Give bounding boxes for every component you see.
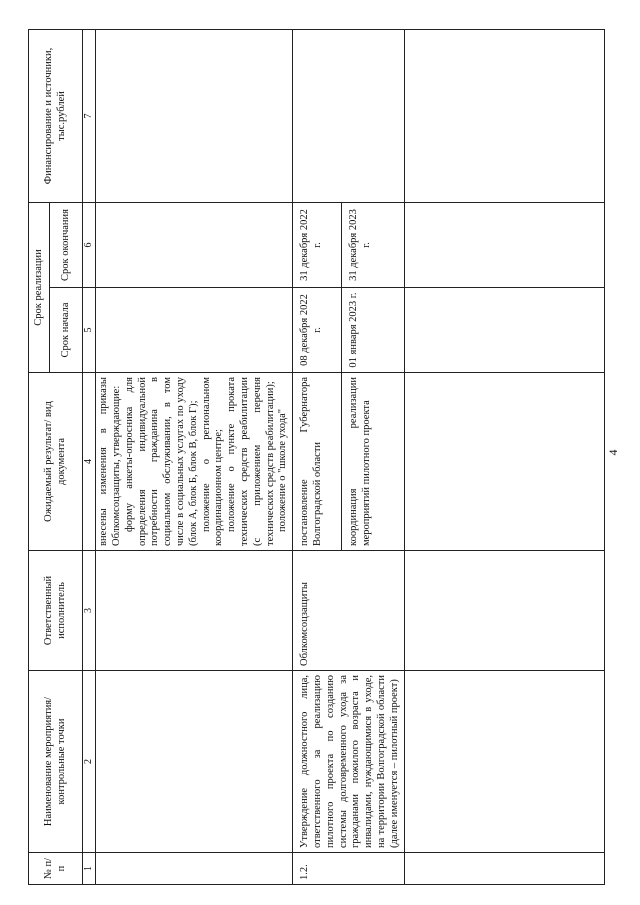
column-number: 4 (83, 373, 96, 551)
row-start-date: 01 января 2023 г. (342, 288, 404, 373)
column-number: 1 (83, 853, 96, 885)
header-result: Ожидаемый результат/ вид документа (29, 373, 83, 551)
row-result: постановление Губернатора Волгоградской области (293, 373, 342, 551)
continuation-line: положение о пункте проката технических средств реабилитации (с приложением перечня технических средств реабилитации); (226, 377, 276, 546)
table-row (293, 29, 342, 884)
row-executor: Облкомсоцзащиты (293, 551, 404, 671)
column-number-row (83, 29, 96, 884)
header-name: Наименование мероприятия/ контрольные точки (29, 671, 83, 853)
plan-table (28, 30, 602, 885)
row-start-date: 08 декабря 2022 г. (293, 288, 342, 373)
continuation-row (96, 29, 293, 884)
row-result: координация реализации мероприятий пилотного проекта (342, 373, 404, 551)
row-number: 1.2. (293, 853, 404, 885)
continuation-line: форму анкеты-опросника для определения индивидуальной потребности гражданина в социальном обслуживании, в том числе в социальных услугах по уходу (блок А, блок Б, блок В, блок Г); (123, 377, 199, 546)
header-start: Срок начала (50, 288, 83, 373)
page-number: 4 (606, 449, 620, 456)
column-number: 7 (83, 29, 96, 202)
continuation-line: внесены изменения в приказы Облкомсоцзащиты, утверждающие: (98, 377, 122, 546)
header-executor: Ответственный исполнитель (29, 551, 83, 671)
column-number: 2 (83, 671, 96, 853)
column-number: 3 (83, 551, 96, 671)
row-end-date: 31 декабря 2023 г. (342, 202, 404, 287)
continuation-line: положение о региональном координационном центре; (200, 377, 225, 546)
header-period: Срок реализации (29, 202, 50, 372)
header-end: Срок окончания (50, 202, 83, 287)
header-finance: Финансирование и источники, тыс.рублей (29, 29, 83, 202)
continuation-line: положение о "школе ухода" (277, 408, 289, 532)
column-number: 5 (83, 288, 96, 373)
row-end-date: 31 декабря 2022 г. (293, 202, 342, 287)
column-number: 6 (83, 202, 96, 287)
row-name: Утверждение должностного лица, ответственного за реализацию пилотного проекта по созданию системы долговременного ухода за гражданами пожилого возраста и инвалидами, нуждающимися в уходе, на территории Волгоградской области (далее именуется – пилотный проект) (293, 671, 404, 853)
continuation-text (96, 373, 293, 551)
header-num: № п/п (29, 853, 83, 885)
